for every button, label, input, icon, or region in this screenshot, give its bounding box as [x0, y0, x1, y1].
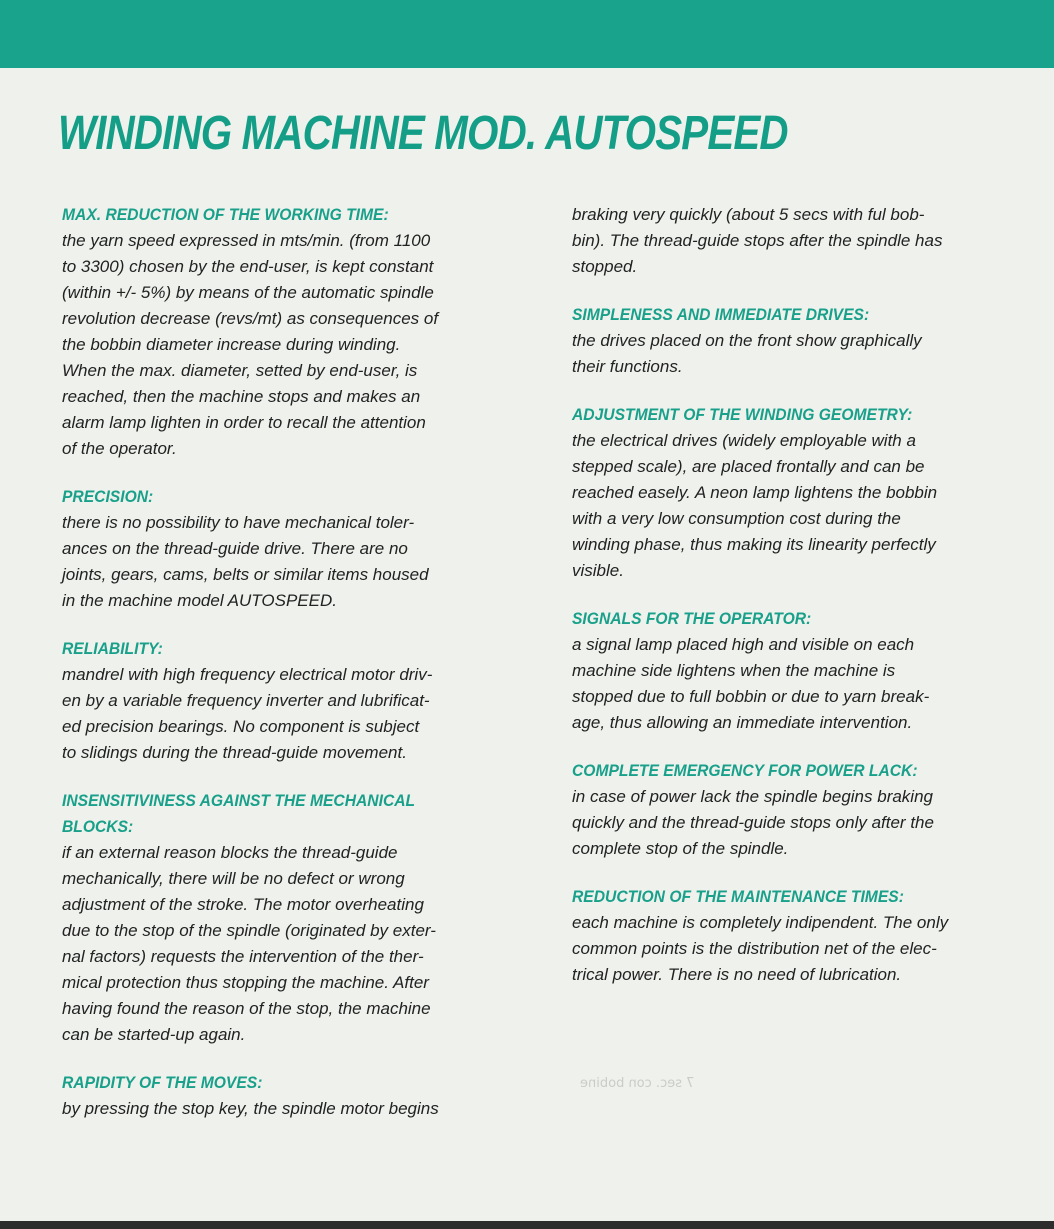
- section-heading: MAX. REDUCTION OF THE WORKING TIME:: [62, 205, 389, 224]
- show-through-text: 7 sec. con bobine: [580, 1076, 695, 1091]
- section-rapidity-continued: [572, 202, 1027, 280]
- left-column: [62, 202, 532, 1144]
- section-heading: SIMPLENESS AND IMMEDIATE DRIVES:: [572, 305, 870, 324]
- section-body: the electrical drives (widely employable with a stepped scale), are placed frontally and can be reached easely. A neon lamp lightens the bobbin with a very low consumption cost during the winding phase, thus making its linearity perfectly visible.: [572, 431, 938, 580]
- section-heading: COMPLETE EMERGENCY FOR POWER LACK:: [572, 761, 918, 780]
- section-insensitiveness: [62, 788, 532, 1048]
- section-simpleness: [572, 302, 1027, 380]
- page-title: WINDING MACHINE MOD. AUTOSPEED: [58, 107, 788, 160]
- section-heading: PRECISION:: [62, 487, 154, 506]
- section-body: the drives placed on the front show graphically their functions.: [572, 331, 922, 376]
- section-precision: [62, 484, 532, 614]
- section-body: in case of power lack the spindle begins braking quickly and the thread-guide stops only after the complete stop of the spindle.: [572, 787, 934, 858]
- section-maintenance: [572, 884, 1027, 988]
- section-body: braking very quickly (about 5 secs with ful bob- bin). The thread-guide stops after the spindle has stopped.: [572, 205, 943, 276]
- section-rapidity: [62, 1070, 532, 1122]
- section-reliability: [62, 636, 532, 766]
- section-body: a signal lamp placed high and visible on each machine side lightens when the machine is stopped due to full bobbin or due to yarn break- age, thus allowing an immediate intervention.: [572, 635, 930, 732]
- section-body: if an external reason blocks the thread-guide mechanically, there will be no defect or wrong adjustment of the stroke. The motor overheating due to the stop of the spindle (originated by exter- nal factors) requests the intervention of the ther- mical protection thus stopping the machine. After having found the reason of the stop, the machine can be started-up again.: [62, 843, 436, 1044]
- section-max-reduction: [62, 202, 532, 462]
- section-power-lack: [572, 758, 1027, 862]
- section-body: each machine is completely indipendent. The only common points is the distribution net of the elec- trical power. There is no need of lubrication.: [572, 913, 949, 984]
- section-body: the yarn speed expressed in mts/min. (from 1100 to 3300) chosen by the end-user, is kept constant (within +/- 5%) by means of the automatic spindle revolution decrease (revs/mt) as consequences of the bobbin diameter increase during winding. When the max. diameter, setted by end-user, is reached, then the machine stops and makes an alarm lamp lighten in order to recall the attention of the operator.: [62, 231, 439, 458]
- right-column: [572, 202, 1027, 1010]
- section-heading: RELIABILITY:: [62, 639, 163, 658]
- section-winding-geometry: [572, 402, 1027, 584]
- section-heading: INSENSITIVINESS AGAINST THE MECHANICAL BLOCKS:: [62, 791, 416, 836]
- section-heading: ADJUSTMENT OF THE WINDING GEOMETRY:: [572, 405, 913, 424]
- top-color-band: [0, 0, 1054, 68]
- section-body: there is no possibility to have mechanical toler- ances on the thread-guide drive. There are no joints, gears, cams, belts or similar items housed in the machine model AUTOSPEED.: [62, 513, 429, 610]
- bottom-edge: [0, 1221, 1054, 1229]
- section-heading: SIGNALS FOR THE OPERATOR:: [572, 609, 812, 628]
- section-body: by pressing the stop key, the spindle motor begins: [62, 1099, 439, 1118]
- section-body: mandrel with high frequency electrical motor driv- en by a variable frequency inverter and lubrificat- ed precision bearings. No component is subject to slidings during the thread-guide movement.: [62, 665, 433, 762]
- section-signals: [572, 606, 1027, 736]
- section-heading: REDUCTION OF THE MAINTENANCE TIMES:: [572, 887, 904, 906]
- section-heading: RAPIDITY OF THE MOVES:: [62, 1073, 263, 1092]
